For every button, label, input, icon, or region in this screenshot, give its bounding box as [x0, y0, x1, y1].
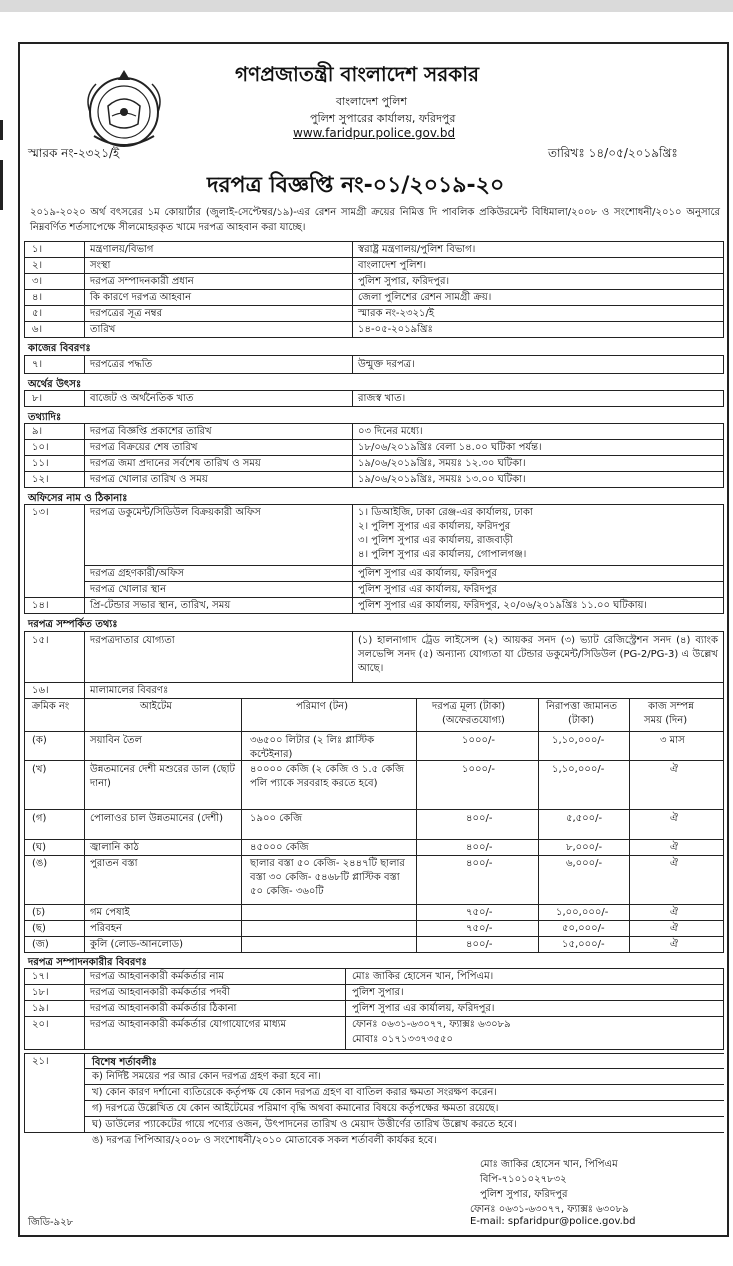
rule	[345, 968, 346, 1049]
rule	[84, 355, 85, 373]
item-price: ৪০০/-	[466, 939, 493, 950]
row-value: জেলা পুলিশের রেশন সামগ্রী ক্রয়।	[358, 292, 492, 303]
rule	[24, 1132, 84, 1133]
item-quantity: ছালার বস্তা ৫০ কেজি- ২৪৪৭টি ছালার বস্তা ৩০ কেজি- ৫৪৬৮টি প্লাস্টিক বস্তা ৫০ কেজি- ৩৬০টি	[250, 858, 405, 897]
rule	[24, 968, 724, 969]
intro-paragraph: ২০১৯-২০২০ অর্থ বৎসরের ১ম কোয়ার্টার (জুলাই-সেপ্টেম্বর/১৯)-এর রেশন সামগ্রী ক্রয়ের নিমিত্ত দি পাবলিক প্রকিউরমেন্ট বিধিমালা/২০০৮ ও সংশোধনী/২০১০ অনুসারে নিম্নবর্ণিত শর্তসাপেক্ষে সীলমোহরকৃত খামে দরপত্র আহবান করা যাচ্ছে।	[30, 207, 720, 233]
rule	[24, 289, 724, 290]
rule	[24, 390, 724, 391]
row-number: ১২।	[32, 474, 49, 485]
row-number: ৪।	[32, 292, 43, 303]
row-value: পুলিশ সুপার, ফরিদপুর।	[358, 276, 450, 287]
office-list-item: ৩। পুলিশ সুপার এর কার্যালয়, রাজবাড়ী	[358, 535, 513, 546]
top-scrollbar[interactable]	[0, 0, 733, 12]
rule	[24, 936, 724, 937]
item-serial: (ঙ)	[32, 858, 48, 869]
contact-mobile: মোবাঃ ০১৭১৩৩৭৩৫৫০	[352, 1034, 453, 1045]
website-link[interactable]: www.faridpur.police.gov.bd	[293, 126, 456, 140]
row-label: দরপত্র আহবানকারী কর্মকর্তার যোগাযোগের মাধ্যম	[90, 1019, 287, 1030]
row-label: দরপত্র আহবানকারী কর্মকর্তার পদবী	[90, 987, 230, 998]
terms-title: বিশেষ শর্তাবলীঃ	[92, 1057, 157, 1068]
section-heading: দরপত্র সম্পর্কিত তথ্যঃ	[28, 619, 118, 630]
item-security: ১,১০,০০০/-	[552, 764, 605, 775]
row-value: উন্মুক্ত দরপত্র।	[358, 359, 415, 370]
rule	[24, 1016, 724, 1017]
office-list-item: ২। পুলিশ সুপার এর কার্যালয়, ফরিদপুর	[358, 521, 511, 532]
rule	[352, 355, 353, 373]
row-value: বাংলাদেশ পুলিশ।	[358, 260, 427, 271]
row-label: দরপত্র গ্রহণকারী/অফিস	[90, 568, 184, 579]
row-number: ১৯।	[32, 1003, 49, 1014]
rule	[24, 613, 724, 614]
rule	[24, 682, 724, 683]
signatory-phone: ফোনঃ ০৬৩১-৬৩০৭৭, ফ্যাক্সঃ ৬৩০৮৯	[470, 1204, 629, 1215]
row-value: ১৪-০৫-২০১৯খ্রিঃ	[358, 324, 433, 335]
rule	[24, 390, 25, 406]
row-number: ১৩।	[32, 507, 49, 518]
term-item: ঙ) দরপত্র পিপিআর/২০০৮ ও সংশোধনী/২০১০ মোতাবেক সকল শর্তাবলী কার্যকর হবে।	[92, 1135, 437, 1146]
row-label: দরপত্র আহবানকারী কর্মকর্তার নাম	[90, 971, 224, 982]
row-number: ৫।	[32, 308, 43, 319]
item-serial: (গ)	[32, 813, 47, 824]
section-heading: কাজের বিবরণঃ	[28, 343, 91, 354]
rule	[24, 373, 724, 374]
signatory-email[interactable]: E-mail: spfaridpur@police.gov.bd	[470, 1216, 636, 1227]
rule	[84, 968, 85, 1049]
row-number: ২০।	[32, 1019, 49, 1030]
rule	[24, 904, 724, 905]
item-time: ঐ	[670, 813, 679, 824]
item-name: পুরাতন বস্তা	[90, 858, 138, 869]
row-number: ১০।	[32, 442, 49, 453]
row-label: দরপত্র সম্পাদনকারী প্রধান	[90, 276, 194, 287]
rule	[24, 631, 25, 698]
row-label: দরপত্র ডকুমেন্ট/সিডিউল বিক্রয়কারী অফিস	[90, 507, 261, 518]
row-value: পুলিশ সুপার।	[352, 987, 404, 998]
row-label: বাজেট ও অর্থনৈতিক খাত	[90, 393, 194, 404]
rule	[241, 698, 242, 952]
row-value: ০৩ দিনের মধ্যে।	[358, 426, 423, 437]
rule	[84, 390, 85, 406]
office-list-item: ৪। পুলিশ সুপার এর কার্যালয়, গোপালগঞ্জ।	[358, 549, 527, 560]
item-name: পোলাওর চাল উন্নতমানের (দেশী)	[90, 813, 224, 824]
police-emblem-icon	[78, 66, 170, 154]
item-security: ১,০০,০০০/-	[556, 907, 609, 918]
item-name: উন্নতমানের দেশী মশুরের ডাল (ছোট দানা)	[90, 764, 236, 789]
rule	[723, 968, 724, 1049]
col-header: সময় (দিন)	[644, 715, 688, 726]
rule	[84, 581, 724, 582]
col-header: (অফেরতযোগ্য)	[442, 715, 505, 726]
item-price: ১০০০/-	[462, 764, 495, 775]
rule	[84, 1068, 724, 1069]
footer-code: জিডি-৯২৮	[28, 1217, 74, 1228]
term-item: গ) দরপত্রে উল্লেখিত যে কোন আইটেমের পরিমাণ বৃদ্ধি অথবা কমানোর বিষয়ে কর্তৃপক্ষের ক্ষমতা রয়েছে।	[92, 1103, 499, 1114]
rule	[24, 839, 724, 840]
row-number: ২১।	[32, 1056, 49, 1067]
row-value: পুলিশ সুপার এর কার্যালয়, ফরিদপুর।	[352, 1003, 495, 1014]
item-name: কুলি (লোড-আনলোড)	[90, 939, 184, 950]
row-value: ১৯/০৬/২০১৯খ্রিঃ, সময়ঃ ১৩.০০ ঘটিকা।	[358, 474, 526, 485]
rule	[24, 423, 724, 424]
rule	[24, 952, 724, 953]
rule	[723, 355, 724, 373]
row-number: ১৭।	[32, 971, 49, 982]
item-quantity: ৪০০০০ কেজি (২ কেজি ও ১.৫ কেজি পলি প্যাকে সরবরাহ করতে হবে)	[250, 764, 405, 789]
row-number: ৯।	[32, 426, 43, 437]
rule	[24, 471, 724, 472]
row-number: ৮।	[32, 393, 43, 404]
signatory-name: মোঃ জাকির হোসেন খান, পিপিএম	[480, 1159, 618, 1170]
rule	[24, 698, 724, 699]
col-header: কাজ সম্পন্ন	[648, 701, 694, 712]
row-label: দরপত্র জমা প্রদানের সর্বশেষ তারিখ ও সময়	[90, 458, 261, 469]
item-time: ঐ	[670, 842, 679, 853]
rule	[24, 487, 724, 488]
rule	[24, 631, 724, 632]
item-security: ৮,০০০/-	[566, 842, 603, 853]
col-header: দরপত্র মূল্য (টাকা)	[432, 701, 506, 712]
item-time: ঐ	[670, 764, 679, 775]
row-number: ১৮।	[32, 987, 49, 998]
row-label: দরপত্র খোলার তারিখ ও সময়	[90, 474, 208, 485]
row-label: দরপত্রের পদ্ধতি	[90, 359, 153, 370]
rule	[723, 698, 724, 952]
government-heading: গণপ্রজাতন্ত্রী বাংলাদেশ সরকার	[235, 62, 479, 86]
rule	[24, 1053, 724, 1054]
section-heading: অর্থের উৎসঃ	[28, 379, 82, 390]
row-number: ১৪।	[32, 600, 49, 611]
rule	[24, 809, 724, 810]
row-label: কি কারণে দরপত্র আহবান	[90, 292, 192, 303]
rule	[84, 631, 85, 698]
row-label: মালামালের বিবরণঃ	[90, 685, 169, 696]
row-value: স্বরাষ্ট্র মন্ত্রণালয়/পুলিশ বিভাগ।	[358, 244, 476, 255]
item-time: ৩ মাস	[660, 735, 685, 746]
section-heading: অফিসের নাম ও ঠিকানাঃ	[28, 493, 128, 504]
item-price: ৪০০/-	[466, 858, 493, 869]
notice-date: তারিখঃ ১৪/০৫/২০১৯খ্রিঃ	[548, 146, 678, 160]
term-item: ক) নির্দিষ্ট সময়ের পর আর কোন দরপত্র গ্রহণ করা হবে না।	[92, 1071, 321, 1082]
item-security: ১,১০,০০০/-	[552, 735, 605, 746]
item-time: ঐ	[670, 907, 679, 918]
rule	[24, 455, 724, 456]
item-security: ৫,৫০০/-	[566, 813, 603, 824]
row-label: দরপত্র আহবানকারী কর্মকর্তার ঠিকানা	[90, 1003, 237, 1014]
rule	[24, 355, 724, 356]
item-serial: (ঘ)	[32, 842, 46, 853]
col-header: আইটেম	[140, 701, 172, 712]
rule	[24, 597, 724, 598]
rule	[84, 1100, 724, 1101]
row-label: প্রি-টেন্ডার সভার স্থান, তারিখ, সময়	[90, 600, 231, 611]
row-label: দরপত্র খোলার স্থান	[90, 584, 167, 595]
row-label: দরপত্রের সূত্র নম্বর	[90, 308, 163, 319]
row-value: পুলিশ সুপার এর কার্যালয়, ফরিদপুর	[358, 584, 497, 595]
col-header: নিরাপত্তা জামানত	[546, 701, 618, 712]
section-heading: তথ্যাদিঃ	[28, 412, 62, 423]
rule	[24, 406, 724, 407]
item-name: সয়াবিন তৈল	[90, 735, 142, 746]
office-heading: পুলিশ সুপারের কার্যালয়, ফরিদপুর	[310, 112, 456, 125]
rule	[84, 1132, 724, 1133]
contact-phone: ফোনঃ ০৬৩১-৬৩০৭৭, ফ্যাক্সঃ ৬৩০৮৯	[352, 1019, 511, 1030]
col-header: পরিমাণ (টন)	[296, 701, 349, 712]
term-item: খ) কোন কারণ দর্শানো ব্যতিরেকে কর্তৃপক্ষ যে কোন দরপত্র গ্রহণ বা বাতিল করার ক্ষমতা সংরক্ষণ করেন।	[92, 1087, 497, 1098]
item-security: ৫০,০০০/-	[562, 923, 605, 934]
item-price: ৪০০/-	[466, 842, 493, 853]
row-value: স্মারক নং-২৩২১/ই	[358, 308, 435, 319]
rule	[24, 984, 724, 985]
signatory-bp: বিপি-৭১০১০২৭৮৩২	[480, 1174, 567, 1185]
row-number: ১৬।	[32, 685, 49, 696]
col-header: ক্রমিক নং	[32, 701, 70, 712]
row-value: ১৮/০৬/২০১৯খ্রিঃ বেলা ১৪.০০ ঘটিকা পর্যন্ত।	[358, 442, 542, 453]
rule	[24, 257, 724, 258]
rule	[84, 565, 724, 566]
rule	[24, 698, 25, 952]
memo-number: স্মারক নং-২৩২১/ই	[28, 146, 120, 160]
rule	[24, 273, 724, 274]
item-time: ঐ	[670, 923, 679, 934]
rule	[24, 1049, 724, 1050]
rule	[84, 698, 85, 952]
rule	[24, 731, 724, 732]
item-serial: (ছ)	[32, 923, 46, 934]
rule	[24, 337, 724, 338]
item-price: ৪০০/-	[466, 813, 493, 824]
row-number: ৩।	[32, 276, 43, 287]
rule	[24, 321, 724, 322]
edge-mark	[0, 120, 3, 140]
row-number: ২।	[32, 260, 43, 271]
col-header: (টাকা)	[568, 715, 595, 726]
notice-title: দরপত্র বিজ্ঞপ্তি নং-০১/২০১৯-২০	[207, 173, 505, 198]
rule	[352, 390, 353, 406]
signatory-designation: পুলিশ সুপার, ফরিদপুর	[480, 1189, 568, 1200]
office-list-item: ১। ডিআইজি, ঢাকা রেঞ্জ-এর কার্যালয়, ঢাকা	[358, 507, 533, 518]
row-label: সংস্থা	[90, 260, 111, 271]
item-security: ১৫,০০০/-	[562, 939, 605, 950]
term-item: ঘ) ডাউলের প্যাকেটের গায়ে পণ্যের ওজন, উৎপাদনের তারিখ ও মেয়াদ উত্তীর্ণের তারিখ উল্লেখ করতে হবে।	[92, 1119, 517, 1130]
rule	[24, 920, 724, 921]
item-quantity: ১৯০০ কেজি	[250, 813, 303, 824]
item-serial: (জ)	[32, 939, 49, 950]
item-price: ১০০০/-	[462, 735, 495, 746]
rule	[723, 631, 724, 698]
rule	[84, 1084, 724, 1085]
row-value: ১৯/০৬/২০১৯খ্রিঃ, সময়ঃ ১২.৩০ ঘটিকা।	[358, 458, 526, 469]
rule	[24, 1053, 25, 1132]
row-value: মোঃ জাকির হোসেন খান, পিপিএম।	[352, 971, 494, 982]
item-name: জ্বালানি কাঠ	[90, 842, 139, 853]
rule	[24, 504, 724, 505]
rule	[24, 855, 724, 856]
item-serial: (চ)	[32, 907, 46, 918]
rule	[24, 968, 25, 1049]
rule	[84, 1053, 85, 1132]
rule	[24, 439, 724, 440]
item-quantity: ৩৬৫০০ লিটার (২ লিঃ প্লাস্টিক কন্টেইনার)	[250, 735, 375, 760]
item-price: ৭৫০/-	[466, 907, 493, 918]
row-value: পুলিশ সুপার এর কার্যালয়, ফরিদপুর	[358, 568, 497, 579]
row-value: পুলিশ সুপার এর কার্যালয়, ফরিদপুর, ২০/০৬/২০১৯খ্রিঃ ১১.০০ ঘটিকায়।	[358, 600, 648, 611]
row-number: ১১।	[32, 458, 49, 469]
police-heading: বাংলাদেশ পুলিশ	[336, 95, 407, 108]
rule	[24, 241, 724, 242]
row-label: দরপত্র বিজ্ঞপ্তি প্রকাশের তারিখ	[90, 426, 212, 437]
item-quantity: ৪৫০০০ কেজি	[250, 842, 309, 853]
rule	[723, 390, 724, 406]
rule	[352, 631, 353, 682]
row-number: ৭।	[32, 359, 43, 370]
row-label: দরপত্রদাতার যোগ্যতা	[90, 635, 175, 646]
item-time: ঐ	[670, 858, 679, 869]
rule	[629, 698, 630, 952]
item-price: ৭৫০/-	[466, 923, 493, 934]
row-value: রাজস্ব খাত।	[358, 393, 406, 404]
item-security: ৬,০০০/-	[566, 858, 603, 869]
row-label: দরপত্র বিক্রয়ের শেষ তারিখ	[90, 442, 198, 453]
rule	[24, 305, 724, 306]
item-time: ঐ	[670, 939, 679, 950]
rule	[24, 1000, 724, 1001]
item-serial: (খ)	[32, 764, 47, 775]
row-label: মন্ত্রণালয়/বিভাগ	[90, 244, 154, 255]
rule	[416, 698, 417, 952]
rule	[84, 1116, 724, 1117]
row-number: ১৫।	[32, 635, 49, 646]
item-serial: (ক)	[32, 735, 47, 746]
edge-mark	[0, 160, 3, 210]
row-number: ৬।	[32, 324, 43, 335]
row-number: ১।	[32, 244, 43, 255]
eligibility-text: (১) হালনাগাদ ট্রেড লাইসেন্স (২) আয়কর সনদ (৩) ভ্যাট রেজিস্ট্রেশন সনদ (৪) ব্যাংক সলভেন্সি সনদ (৫) অন্যান্য যোগ্যতা যা টেন্ডার ডকুমেন্ট/সিডিউল (PG-2/PG-3) এ উল্লেখ আছে।	[358, 635, 718, 674]
item-name: পরিবহন	[90, 923, 122, 934]
rule	[538, 698, 539, 952]
item-name: গম পেষাই	[90, 907, 130, 918]
rule	[24, 355, 25, 373]
row-label: তারিখ	[90, 324, 116, 335]
section-heading: দরপত্র সম্পাদনকারীর বিবরণঃ	[28, 957, 147, 968]
